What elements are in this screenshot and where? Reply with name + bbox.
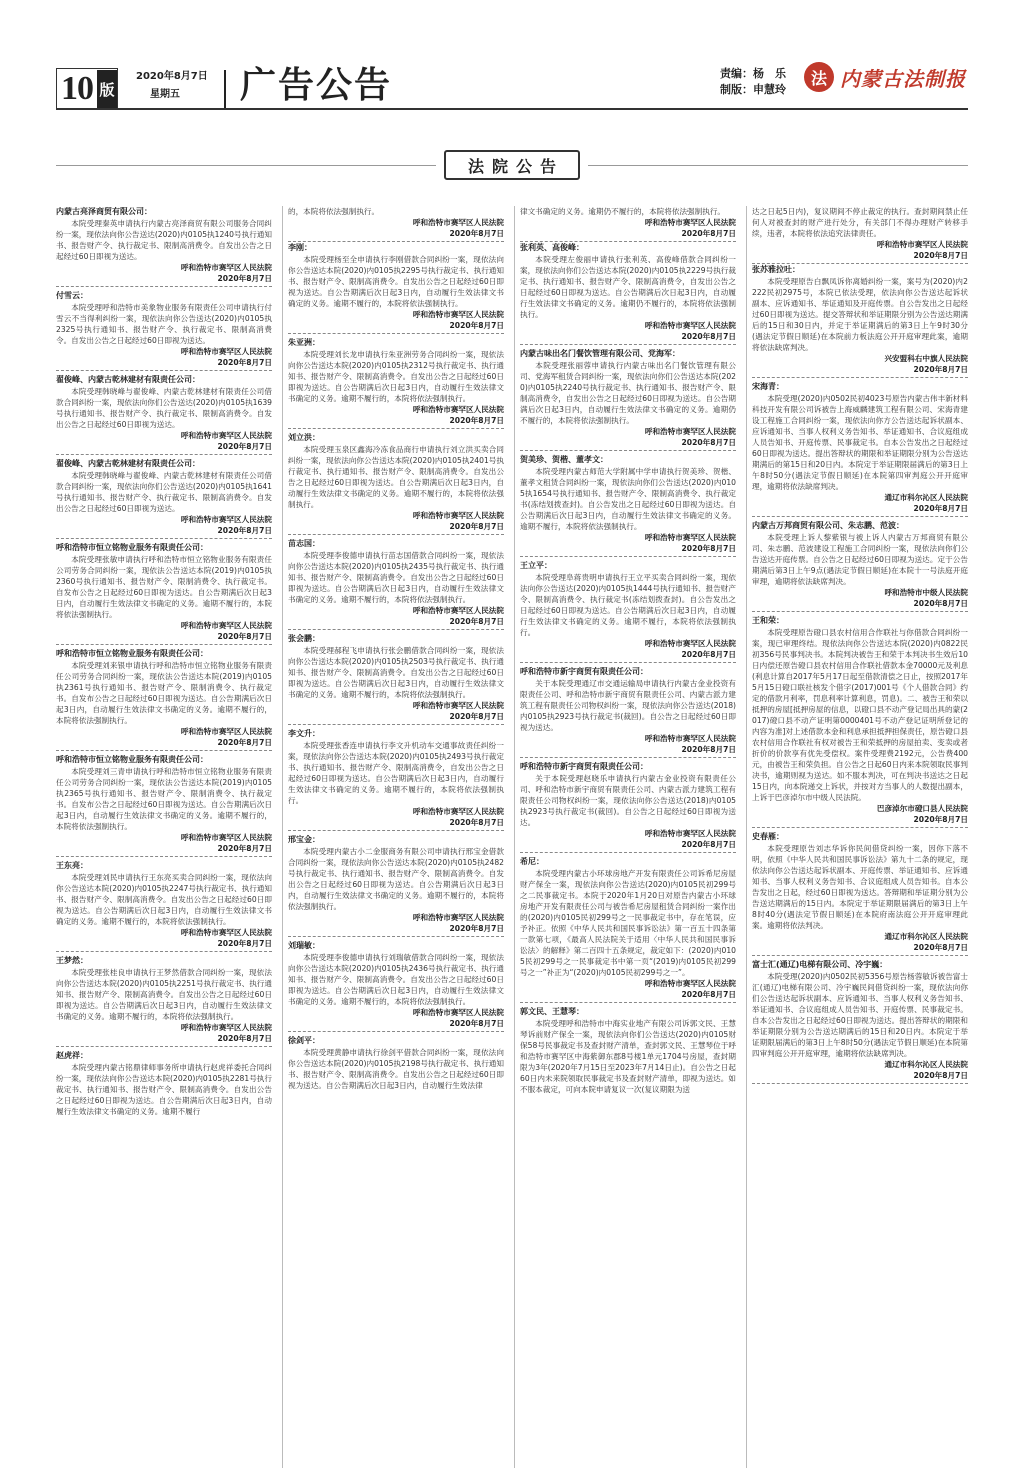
notice-date: 2020年8月7日 bbox=[288, 616, 504, 630]
notice-body: 本院受理阜蒋贵明申请执行王立平买卖合同纠纷一案，现依法向你公告送达(2020)内0105执1444号执行通知书、报告财产令、限制高消费令、执行裁定书(冻结划拨查封)。自公告发出之日起经过60日即视为送达。自公告期满后次日起3日内，自动履行生效法律文书确定的义务。逾期不履行，本院将依法强制执行。 bbox=[520, 573, 736, 637]
notice-item bbox=[288, 834, 504, 937]
notice-recipient: 王立平： bbox=[520, 561, 552, 570]
notice-body: 本院受理内蒙古师范大学附属中学申请执行贺美珍、贺楷、董孝文租赁合同纠纷一案，现依法向你们公告送达(2020)内0105执1654号执行通知书、报告财产令、限制高消费令、执行裁定书(冻结划拨查封)。自公告发出之日起经过60日即视为送达。自公告期满后次日起3日内，自动履行生效法律文书确定的义务。逾期不履行，本院将依法强制执行。 bbox=[520, 467, 736, 531]
notice-body: 本院受理原告磴口县农村信用合作联社与你借款合同纠纷一案，现已审理终结。现依法向你公告送达本院(2020)内0822民初356号民事判决书。本院判决被告王和荣于本判决书生效后10日内偿还原告磴口县农村信用合作联社借款本金70000元及利息(利息计算自2017年5月17日起至借款清偿之日止，按照2017年5月15日磴口联社核发个借字(2017)001号《个人借款合同》约定的借款月利率，罚息利率计算利息，罚息)。二、被告王和荣以抵押的房屋[抵押房屋的信息，以磴口县不动产登记局出具的蒙(2017)磴口县不动产证明第0000401号不动产登记证明所登记的内容为准]对上述借款本金和利息承担抵押担保责任，原告磴口县农村信用合作联社有权对被告王和荣抵押的房屋拍卖、变卖或者折价的价款享有优先受偿权。案件受理费2192元，公告费400元，由被告王和荣负担。自公告之日起60日内来本院领取民事判决书，逾期则视为送达。如不服本判决，可在判决书送达之日起15日内，向本院递交上诉状，并按对方当事人的人数提出副本，上诉于巴彦淖尔市中级人民法院。 bbox=[752, 628, 968, 802]
notice-body: 本院受理韩晓峰与翟俊峰、内蒙古乾林建材有限责任公司借款合同纠纷一案，现依法向你们公告送达(2020)内0105执1639号执行通知书、报告财产令、执行裁定书、限制高消费令。自发出公告之日起经过60日即视为送达。 bbox=[56, 387, 272, 429]
notice-recipient: 翟俊峰、内蒙古乾林建材有限责任公司： bbox=[56, 459, 200, 468]
notice-date: 2020年8月7日 bbox=[752, 364, 968, 378]
notice-recipient: 呼和浩特市新宇商贸有限责任公司： bbox=[520, 762, 648, 771]
page-number-box bbox=[56, 68, 118, 110]
notice-body: 本院受理黄静申请执行徐剑平借款合同纠纷一案，现依法向你公告送达本院(2020)内0105执2198号执行裁定书、执行通知书、报告财产令、限制高消费令。自发出公告之日起经过60日即视为送达。自公告期满后次日起3日内，自动履行生效法律 bbox=[288, 1048, 504, 1090]
editor-credits bbox=[720, 66, 786, 98]
notice-body: 本院受理呼和浩特市美象物业服务有限责任公司申请执行付雪云不当得利纠纷一案，现依法向你公告送达(2020)内0105执2325号执行通知书、报告财产令、执行裁定书、限制高消费令。自发出公告之日起经过60日即视为送达。 bbox=[56, 303, 272, 345]
notice-date: 2020年8月7日 bbox=[520, 649, 736, 663]
notice-item bbox=[56, 1050, 272, 1117]
court-name: 呼和浩特市赛罕区人民法院 bbox=[412, 511, 504, 520]
notice-recipient: 朱亚洲： bbox=[288, 338, 320, 347]
court-name: 呼和浩特市赛罕区人民法院 bbox=[644, 979, 736, 988]
section-title: 广告公告 bbox=[240, 65, 393, 106]
notice-item bbox=[752, 520, 968, 612]
notice-item bbox=[56, 290, 272, 371]
notice-recipient: 郭文民、王慧琴： bbox=[520, 1007, 584, 1016]
banner-rule-right bbox=[588, 165, 968, 166]
notice-item bbox=[288, 940, 504, 1032]
newspaper-logo bbox=[804, 62, 966, 92]
court-name: 呼和浩特市赛罕区人民法院 bbox=[412, 1008, 504, 1017]
notice-recipient: 赵虎祥： bbox=[56, 1051, 88, 1060]
notice-item bbox=[752, 615, 968, 828]
notice-item bbox=[520, 348, 736, 451]
notice-item bbox=[288, 633, 504, 725]
notice-item bbox=[752, 264, 968, 378]
notice-item bbox=[288, 432, 504, 535]
notice-recipient: 呼和浩特市新宇商贸有限责任公司： bbox=[520, 667, 648, 676]
page-unit: 版 bbox=[97, 70, 117, 108]
notice-body: 本院受理(2020)内0502民初4023号原告内蒙古伟丰新材料科技开发有限公司诉被告上海威麟建筑工程有限公司、宋海青建设工程施工合同纠纷一案，现依法向你方公告送达起诉状副本、应诉通知书、当事人权利义务告知书、举证通知书、合议庭组成人员告知书、开庭传票、民事裁定书。自本公告发出之日起经过60日即视为送达。提出答辩状的期限和举证期限分别为公告送达期满后的第15日和20日内。本院定于举证期限届满后的第3日上午8时50分(遇法定节假日顺延)在本院第四审判庭公开开庭审理，逾期将依法缺席判决。 bbox=[752, 394, 968, 491]
notice-recipient: 徐剑平： bbox=[288, 1036, 320, 1045]
notice-date: 2020年8月7日 bbox=[288, 415, 504, 429]
notice-recipient: 希尼： bbox=[520, 857, 544, 866]
court-name: 呼和浩特市赛罕区人民法院 bbox=[412, 701, 504, 710]
producer-label: 制版：申慧玲 bbox=[720, 83, 786, 96]
notice-column bbox=[288, 206, 504, 1468]
court-name: 呼和浩特市赛罕区人民法院 bbox=[412, 310, 504, 319]
court-name: 呼和浩特市赛罕区人民法院 bbox=[412, 807, 504, 816]
notice-date: 2020年8月7日 bbox=[752, 503, 968, 517]
court-name: 呼和浩特市赛罕区人民法院 bbox=[644, 321, 736, 330]
court-name: 呼和浩特市赛罕区人民法院 bbox=[180, 928, 272, 937]
court-name: 兴安盟科右中旗人民法院 bbox=[884, 354, 968, 363]
notice-item bbox=[56, 206, 272, 287]
notice-column bbox=[520, 206, 736, 1468]
continued-text: 的，本院将依法强制执行。 bbox=[288, 207, 380, 216]
notice-recipient: 刘瑞敏： bbox=[288, 941, 320, 950]
court-name: 呼和浩特市赛罕区人民法院 bbox=[180, 515, 272, 524]
notice-body: 本院受理左俊丽申请执行张利英、高俊峰借款合同纠纷一案，现依法向你们公告送达本院(2020)内0105执2229号执行裁定书、执行通知书、报告财产令、限制高消费令，自发出公告之日起经过60日即视为送达。自公告期满后次日起3日内，自动履行生效法律文书确定的义务。逾期仍不履行的，本院将依法强制执行。 bbox=[520, 255, 736, 319]
notice-body: 本院受理韩晓峰与翟俊峰、内蒙古乾林建材有限责任公司借款合同纠纷一案，现依法向你们公告送达(2020)内0105执1641号执行通知书、报告财产令、执行裁定书、限制高消费令。自发出公告之日起经过60日即视为送达。 bbox=[56, 471, 272, 513]
notice-item bbox=[520, 856, 736, 1003]
notice-body: 本院受理呼和浩特市中海实业地产有限公司诉郭文民、王慧琴诉前财产保全一案，现依法向你们公告送达(2020)内0105财保58号民事裁定书及查封财产清单，查封郭文民、王慧琴位于呼和浩特市赛罕区中海紫御东郡8号楼1单元1704号房屋，查封期限为3年(2020年7月15日至2023年7月14日止)。自公告之日起60日内未来院领取民事裁定书及查封财产清单，即视为送达。如不服本裁定，可向本院申请复议一次(复议期限为送 bbox=[520, 1019, 736, 1094]
notice-date: 2020年8月7日 bbox=[56, 357, 272, 371]
court-name: 巴彦淖尔市磴口县人民法院 bbox=[876, 804, 968, 813]
notice-date: 2020年8月7日 bbox=[520, 839, 736, 853]
notice-date: 2020年8月7日 bbox=[520, 744, 736, 758]
notice-body: 本院受理(2020)内0502民初5356号原告杨蓉敏诉被告富士汇(通辽)电梯有限公司、冷宇巍民间借贷纠纷一案，现依法向你们公告送达起诉状副本、应诉通知书、当事人权利义务告知书、举证通知书、合议庭组成人员告知书、开庭传票、民事裁定书。自本公告发出之日起经过60日即视为送达。提出答辩状的期限和举证期限分别为公告送达期满后的15日和20日内。本院定于举证期限届满后的第3日上午8时50分(遇法定节假日顺延)在本院第四审判庭公开开庭审理，逾期将依法缺席判决。 bbox=[752, 972, 968, 1058]
notice-recipient: 邢宝金： bbox=[288, 835, 320, 844]
notice-body: 本院受理秦英申请执行内蒙古亮泽商贸有限公司服务合同纠纷一案，现依法向你公告送达(2020)内0105执1240号执行通知书、报告财产令、执行裁定书、限制高消费令。自发出公告之日起经过60日即视为送达。 bbox=[56, 219, 272, 261]
notice-recipient: 王梦然： bbox=[56, 956, 88, 965]
notice-recipient: 张会鹏： bbox=[288, 634, 320, 643]
court-name: 呼和浩特市赛罕区人民法院 bbox=[180, 1023, 272, 1032]
court-name: 通辽市科尔沁区人民法院 bbox=[884, 932, 968, 941]
notice-item bbox=[288, 538, 504, 630]
court-name: 通辽市科尔沁区人民法院 bbox=[884, 493, 968, 502]
court-name: 呼和浩特市赛罕区人民法院 bbox=[412, 405, 504, 414]
notice-recipient: 王东亮： bbox=[56, 861, 88, 870]
court-name: 呼和浩特市赛罕区人民法院 bbox=[180, 621, 272, 630]
notice-body: 本院受理原告刘志华诉你民间借贷纠纷一案，因你下落不明，依照《中华人民共和国民事诉讼法》第九十二条的规定，现依法向你公告送达起诉状副本、开庭传票、举证通知书、应诉通知书、当事人权利义务告知书、合议庭组成人员告知书。自本公告发出之日起，经过60日即视为送达。答辩期和举证期分别为公告送达期满后的15日内。本院定于举证期限届满后的第3日上午8时40分(遇法定节假日顺延)在本院府南法庭公开开庭审理此案。逾期将依法判决。 bbox=[752, 844, 968, 930]
notice-recipient: 内蒙古味出名门餐饮管理有限公司、党海军： bbox=[520, 349, 680, 358]
notice-body: 本院受理张丽蓉申请执行内蒙古味出名门餐饮管理有限公司、党海军租赁合同纠纷一案，现依法向你们公告送达本院(2020)内0105执2240号执行裁定书、执行通知书、报告财产令、限制高消费令，自发出公告之日起经过60日即视为送达。自公告期满后次日起3日内，自动履行生效法律文书确定的义务。逾期仍不履行的，本院将依法强制执行。 bbox=[520, 361, 736, 425]
notice-recipient: 刘立洪： bbox=[288, 433, 320, 442]
notice-recipient: 付雪云： bbox=[56, 291, 88, 300]
notice-item bbox=[288, 242, 504, 334]
notices-area bbox=[56, 206, 974, 1468]
notice-item bbox=[520, 1006, 736, 1095]
court-name: 呼和浩特市赛罕区人民法院 bbox=[644, 533, 736, 542]
notice-body: 关于本院受理通辽市交通运输局申请执行内蒙古金业投资有限责任公司、呼和浩特市新宇商贸有限责任公司、内蒙古派力建筑工程有限责任公司物权纠纷一案，现依法向你公告送达(2018)内0105执2923号执行裁定书(裁回)。自公告之日起经过60日即视为送达。 bbox=[520, 679, 736, 732]
notice-body: 本院受理刘三青申请执行呼和浩特市恒立铭物业服务有限责任公司劳务合同纠纷一案，现依法公告送达本院(2019)内0105执2365号执行通知书、报告财产令、限制消费令、执行裁定书。自发布公告之日起经过60日即视为送达。自公告期满后次日起3日内，自动履行生效法律文书确定的义务。逾期不履行的，本院将依法强制执行。 bbox=[56, 767, 272, 831]
court-name: 呼和浩特市赛罕区人民法院 bbox=[644, 639, 736, 648]
notice-body: 本院受理张桂良申请执行王梦然借款合同纠纷一案，现依法向你公告送达本院(2020)内0105执2251号执行裁定书、执行通知书、报告财产令、限制高消费令。自发出公告之日起经过60日即视为送达。自公告期满后次日起3日内，自动履行生效法律文书确定的义务。逾期不履行的，本院将依法强制执行。 bbox=[56, 968, 272, 1021]
notice-body: 本院受理张敏申请执行呼和浩特市恒立铭物业服务有限责任公司劳务合同纠纷一案，现依法公告送达本院(2019)内0105执2360号执行通知书、报告财产令、限制消费令、执行裁定书。自发布公告之日起经过60日即视为送达。自公告期满后次日起3日内，自动履行生效法律文书确定的义务。逾期不履行的，本院将依法强制执行。 bbox=[56, 555, 272, 619]
notice-body: 本院受理内蒙古小环球房地产开发有限责任公司诉希尼房屋财产保全一案，现依法向你公告送达(2020)内0105民初299号之二民事裁定书。本院于2020年1月20日对原告内蒙古小环球房地产开发有限责任公司与被告希尼房屋租赁合同纠纷一案作出的(2020)内0105民初299号之一民事裁定书中，存在笔误，应予补正。依照《中华人民共和国民事诉讼法》第一百五十四条第一款第七项，《最高人民法院关于适用〈中华人民共和国民事诉讼法〉的解释》第二百四十五条规定，裁定如下：(2020)内0105民初299号之一民事裁定书中第一页“(2019)内0105民初299号之一”补正为“(2020)内0105民初299号之一”。 bbox=[520, 869, 736, 977]
notice-date: 2020年8月7日 bbox=[288, 320, 504, 334]
notice-recipient: 富士汇(通辽)电梯有限公司、冷宇巍： bbox=[752, 960, 888, 969]
notice-date: 2020年8月7日 bbox=[288, 711, 504, 725]
notice-item bbox=[520, 666, 736, 758]
notice-body: 关于本院受理赵晓乐申请执行内蒙古金业投资有限责任公司、呼和浩特市新宇商贸有限责任公司、内蒙古派力建筑工程有限责任公司物权纠纷一案，现依法向你公告送达(2018)内0105执2923号执行裁定书(裁回)。自公告之日起经过60日即视为送达。 bbox=[520, 774, 736, 827]
notice-item bbox=[520, 560, 736, 663]
notice-date: 2020年8月7日 bbox=[288, 521, 504, 535]
notice-date: 2020年8月7日 bbox=[288, 817, 504, 831]
notice-recipient: 宋海青： bbox=[752, 382, 784, 391]
notice-date: 2020年8月7日 bbox=[56, 631, 272, 645]
notice-date: 2020年8月7日 bbox=[288, 1018, 504, 1032]
notice-date: 2020年8月7日 bbox=[56, 1033, 272, 1047]
notice-item bbox=[288, 337, 504, 429]
notice-item bbox=[520, 242, 736, 345]
notice-date: 2020年8月7日 bbox=[56, 737, 272, 751]
notice-date: 2020年8月7日 bbox=[752, 1070, 968, 1084]
notice-recipient: 呼和浩特市恒立铭物业服务有限责任公司： bbox=[56, 649, 208, 658]
notice-recipient: 王和荣： bbox=[752, 616, 784, 625]
court-name: 呼和浩特市赛罕区人民法院 bbox=[644, 427, 736, 436]
notice-date: 2020年8月7日 bbox=[56, 938, 272, 952]
notice-item bbox=[288, 728, 504, 831]
notice-date: 2020年8月7日 bbox=[752, 598, 968, 612]
notice-recipient: 张苏雅拉吐： bbox=[752, 265, 800, 274]
notice-item bbox=[520, 454, 736, 557]
notice-date: 2020年8月7日 bbox=[752, 814, 968, 828]
notice-date: 2020年8月7日 bbox=[520, 331, 736, 345]
court-name: 呼和浩特市中级人民法院 bbox=[884, 588, 968, 597]
notice-body: 本院受理原告白飘凤诉你离婚纠纷一案，案号为(2020)内2222民初2975号，本院已依法受理，依法向你公告送达起诉状副本、应诉通知书、举证通知及开庭传票。自公告发出之日起经过60日即视为送达。提交答辩状和举证期限分别为公告送达期满后的15日和30日内，并定于举证期满后的第3日上午9时30分(遇法定节假日顺延)在本院前力板法庭公开开庭审理此案，逾期将依法缺席判决。 bbox=[752, 277, 968, 352]
court-name: 呼和浩特市赛罕区人民法院 bbox=[876, 240, 968, 249]
section-banner: 法院公告 bbox=[444, 150, 580, 180]
notice-item bbox=[56, 955, 272, 1047]
notice-date: 2020年8月7日 bbox=[56, 843, 272, 857]
notice-date: 2020年8月7日 bbox=[752, 250, 968, 264]
notice-body: 本院受理玉泉区鑫海冷冻食品商行申请执行刘立洪买卖合同纠纷一案，现依法向你公告送达本院(2020)内0105执2401号执行裁定书、执行通知书、报告财产令、限制高消费令。自发出公告之日起经过60日即视为送达。自公告期满后次日起3日内，自动履行生效法律文书确定的义务。逾期不履行的，本院将依法强制执行。 bbox=[288, 445, 504, 509]
header-rule bbox=[56, 108, 968, 110]
notice-date: 2020年8月7日 bbox=[520, 989, 736, 1003]
court-name: 呼和浩特市赛罕区人民法院 bbox=[180, 347, 272, 356]
notice-date: 2020年8月7日 bbox=[752, 942, 968, 956]
notice-body: 本院受理李俊德申请执行苗志国借款合同纠纷一案，现依法向你公告送达本院(2020)内0105执2435号执行裁定书、执行通知书、报告财产令、限制高消费令。自发出公告之日起经过60日即视为送达。自公告期满后次日起3日内，自动履行生效法律文书确定的义务。逾期不履行的，本院将依法强制执行。 bbox=[288, 551, 504, 604]
newspaper-name: 内蒙古法制报 bbox=[840, 66, 966, 91]
court-name: 呼和浩特市赛罕区人民法院 bbox=[180, 727, 272, 736]
notice-date: 2020年8月7日 bbox=[520, 543, 736, 557]
continued-text: 达之日起5日内)，复议期间不停止裁定的执行。查封期间禁止任何人对被查封的财产进行处分，有关部门不得办理财产转移手续，违者，本院将依法追究法律责任。 bbox=[752, 207, 968, 238]
notice-column bbox=[56, 206, 272, 1468]
notice-item bbox=[752, 831, 968, 956]
court-name: 呼和浩特市赛罕区人民法院 bbox=[412, 913, 504, 922]
editor-label: 责编：杨 乐 bbox=[720, 67, 786, 80]
court-name: 呼和浩特市赛罕区人民法院 bbox=[180, 431, 272, 440]
notice-item bbox=[752, 381, 968, 517]
notice-item bbox=[520, 761, 736, 853]
notice-item bbox=[288, 1035, 504, 1091]
notice-body: 本院受理杨至全申请执行李刚借款合同纠纷一案，现依法向你公告送达本院(2020)内0105执2295号执行裁定书、执行通知书、报告财产令、限制高消费令。自发出公告之日起经过60日即视为送达。自公告期满后次日起3日内，自动履行生效法律文书确定的义务。逾期不履行的，本院将依法强制执行。 bbox=[288, 255, 504, 308]
notice-body: 本院受理刘来银申请执行呼和浩特市恒立铭物业服务有限责任公司劳务合同纠纷一案，现依法公告送达本院(2019)内0105执2361号执行通知书、报告财产令、限制消费令、执行裁定书。自发布公告之日起经过60日即视为送达。自公告期满后次日起3日内，自动履行生效法律文书确定的义务。逾期不履行的，本院将依法强制执行。 bbox=[56, 661, 272, 725]
notice-column bbox=[752, 206, 968, 1468]
court-name: 呼和浩特市赛罕区人民法院 bbox=[412, 218, 504, 227]
notice-body: 本院受理内蒙古小二金服商务有限公司申请执行邢宝金借款合同纠纷一案，现依法向你公告送达本院(2020)内0105执2482号执行裁定书、执行通知书、报告财产令、限制高消费令。自发出公告之日起经过60日即视为送达。自公告期满后次日起3日内，自动履行生效法律文书确定的义务。逾期不履行的，本院将依法强制执行。 bbox=[288, 847, 504, 911]
court-name: 呼和浩特市赛罕区人民法院 bbox=[412, 606, 504, 615]
notice-date: 2020年8月7日 bbox=[56, 441, 272, 455]
notice-recipient: 贺美珍、贺楷、董孝文： bbox=[520, 455, 608, 464]
court-name: 呼和浩特市赛罕区人民法院 bbox=[644, 218, 736, 227]
notice-date: 2020年8月7日 bbox=[520, 228, 736, 242]
notice-body: 本院受理刘民申请执行王东亮买卖合同纠纷一案，现依法向你公告送达本院(2020)内0105执2247号执行裁定书、执行通知书、报告财产令、限制高消费令。自发出公告之日起经过60日即视为送达。自公告期满后次日起3日内，自动履行生效法律文书确定的义务。逾期不履行的，本院将依法强制执行。 bbox=[56, 873, 272, 926]
header-divider bbox=[224, 70, 226, 108]
notice-item bbox=[56, 374, 272, 455]
court-name: 呼和浩特市赛罕区人民法院 bbox=[180, 833, 272, 842]
notice-recipient: 苗志国： bbox=[288, 539, 320, 548]
notice-recipient: 内蒙古万邦商贸有限公司、朱志鹏、范波： bbox=[752, 521, 904, 530]
notice-body: 本院受理内蒙古铭鼎律师事务所申请执行赵虎祥委托合同纠纷一案，现依法向你公告送达本院(2020)内0105执2281号执行裁定书、执行通知书、报告财产令、限制高消费令。自发出公告之日起经过60日即视为送达。自公告期满后次日起3日内，自动履行生效法律文书确定的义务。逾期不履行 bbox=[56, 1063, 272, 1116]
notice-recipient: 翟俊峰、内蒙古乾林建材有限责任公司： bbox=[56, 375, 200, 384]
notice-body: 本院受理上诉人黎紫银与被上诉人内蒙古万邦商贸有限公司、朱志鹏、范波建设工程施工合同纠纷一案，现依法向你们公告送达开庭传票。自公告之日起经过60日即视为送达。定于公告期满后第3日上午9点(遇法定节假日顺延)在本院十一号法庭开庭审理，逾期将依法缺席判决。 bbox=[752, 533, 968, 586]
notice-item bbox=[56, 458, 272, 539]
notice-recipient: 张利英、高俊峰： bbox=[520, 243, 584, 252]
page-number: 10 bbox=[61, 70, 93, 107]
notice-date: 2020年8月7日 bbox=[56, 525, 272, 539]
notice-body: 本院受理李俊德申请执行刘瑞敏借款合同纠纷一案，现依法向你公告送达本院(2020)内0105执2436号执行裁定书、执行通知书、报告财产令、限制高消费令。自发出公告之日起经过60日即视为送达。自公告期满后次日起3日内，自动履行生效法律文书确定的义务。逾期不履行的，本院将依法强制执行。 bbox=[288, 953, 504, 1006]
notice-recipient: 内蒙古亮泽商贸有限公司： bbox=[56, 207, 152, 216]
court-name: 通辽市科尔沁区人民法院 bbox=[884, 1060, 968, 1069]
notice-item bbox=[752, 959, 968, 1084]
notice-item bbox=[56, 648, 272, 751]
notice-recipient: 李文升： bbox=[288, 729, 320, 738]
court-name: 呼和浩特市赛罕区人民法院 bbox=[644, 734, 736, 743]
logo-icon: 法 bbox=[804, 62, 834, 92]
notice-body: 本院受理郝程飞申请执行张会鹏借款合同纠纷一案，现依法向你公告送达本院(2020)内0105执2503号执行裁定书、执行通知书、报告财产令、限制高消费令。自发出公告之日起经过60日即视为送达。自公告期满后次日起3日内，自动履行生效法律文书确定的义务。逾期不履行的，本院将依法强制执行。 bbox=[288, 646, 504, 699]
notice-date: 2020年8月7日 bbox=[56, 273, 272, 287]
continued-text: 律文书确定的义务。逾期仍不履行的，本院将依法强制执行。 bbox=[520, 207, 726, 216]
notice-body: 本院受理张香连申请执行李文升机动车交通事故责任纠纷一案，现依法向你公告送达本院(2020)内0105执2493号执行裁定书、执行通知书、报告财产令、限制高消费令，自发出公告之日起经过60日即视为送达。自公告期满后次日起3日内，自动履行生效法律文书确定的义务。逾期不履行的，本院将依法强制执行。 bbox=[288, 741, 504, 805]
notice-date: 2020年8月7日 bbox=[288, 228, 504, 242]
notice-recipient: 李刚： bbox=[288, 243, 312, 252]
notice-item bbox=[56, 542, 272, 645]
court-name: 呼和浩特市赛罕区人民法院 bbox=[644, 829, 736, 838]
notice-item bbox=[56, 860, 272, 952]
issue-weekday: 星期五 bbox=[150, 89, 180, 100]
court-name: 呼和浩特市赛罕区人民法院 bbox=[180, 263, 272, 272]
notice-recipient: 史春雁： bbox=[752, 832, 784, 841]
notice-date: 2020年8月7日 bbox=[520, 437, 736, 451]
notice-date: 2020年8月7日 bbox=[288, 923, 504, 937]
notice-item bbox=[56, 754, 272, 857]
banner-rule-left bbox=[56, 165, 436, 166]
page-header bbox=[0, 0, 1024, 140]
notice-recipient: 呼和浩特市恒立铭物业服务有限责任公司： bbox=[56, 543, 208, 552]
issue-date: 2020年8月7日 bbox=[136, 71, 208, 82]
notice-body: 本院受理刘长龙申请执行朱亚洲劳务合同纠纷一案，现依法向你公告送达本院(2020)内0105执2312号执行裁定书、执行通知书、报告财产令、限制高消费令。自发出公告之日起经过60日即视为送达。自公告期满后次日起3日内，自动履行生效法律文书确定的义务。逾期不履行的，本院将依法强制执行。 bbox=[288, 350, 504, 403]
notice-recipient: 呼和浩特市恒立铭物业服务有限责任公司： bbox=[56, 755, 208, 764]
